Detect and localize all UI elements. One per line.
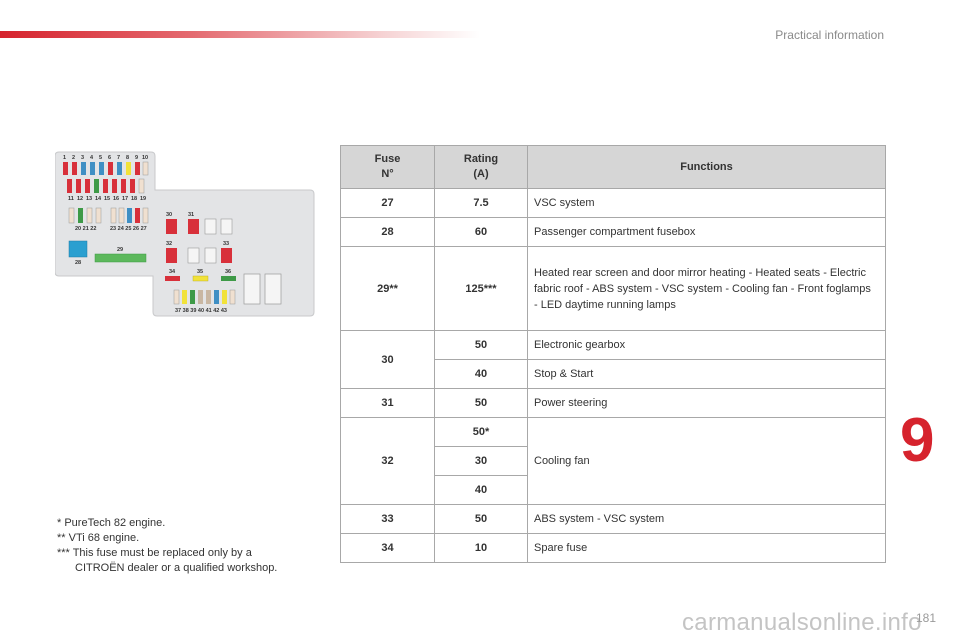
rating-cell: 40 <box>435 476 528 505</box>
footnote-3-continued: CITROËN dealer or a qualified workshop. <box>75 562 278 574</box>
rating-cell: 10 <box>435 534 528 563</box>
function-cell: ABS system - VSC system <box>528 505 886 534</box>
fuse-number-label: 2 <box>72 155 76 161</box>
rating-cell: 50 <box>435 389 528 418</box>
header-rating: Rating (A) <box>435 146 528 189</box>
footnote-3: *** This fuse must be replaced only by a <box>57 547 252 559</box>
fuse-number-label: 14 <box>95 196 102 202</box>
fuse-number-label: 19 <box>140 196 147 202</box>
table-row <box>341 534 886 563</box>
table-row <box>341 218 886 247</box>
fuse-number-label: 13 <box>86 196 93 202</box>
rating-cell: 40 <box>435 360 528 389</box>
fuse-29 <box>95 254 146 262</box>
fuse-number-label: 1 <box>63 155 67 161</box>
footnote-2: ** VTi 68 engine. <box>57 532 140 544</box>
function-cell: Passenger compartment fusebox <box>528 218 886 247</box>
footnote-1: * PureTech 82 engine. <box>57 517 166 529</box>
fuse-number-cell: 30 <box>341 331 435 389</box>
fuse-28 <box>69 241 87 257</box>
footnotes <box>57 516 277 576</box>
fuse-31-label: 31 <box>188 212 195 218</box>
rating-cell: 7.5 <box>435 189 528 218</box>
rating-cell: 30 <box>435 447 528 476</box>
table-row <box>341 189 886 218</box>
section-title: Practical information <box>775 28 884 42</box>
table-row <box>341 389 886 418</box>
second-row-labels <box>68 196 146 202</box>
rating-cell: 60 <box>435 218 528 247</box>
page-number: 181 <box>916 611 937 625</box>
fuse-28-label: 28 <box>75 260 82 266</box>
fuse-number-cell: 29** <box>341 247 435 331</box>
fuse-number-label: 17 <box>122 196 129 202</box>
fuse-number-label: 37 38 39 40 41 42 43 <box>175 308 227 314</box>
rating-cell: 125*** <box>435 247 528 331</box>
fuse-number-label: 16 <box>113 196 120 202</box>
fuse-34-label: 34 <box>169 269 176 275</box>
fuse-35-label: 35 <box>197 269 204 275</box>
fuse-number-label: 12 <box>77 196 84 202</box>
fuse-31 <box>188 219 199 234</box>
table-row <box>341 247 886 331</box>
fuse-32 <box>166 248 177 263</box>
fuse-36-label: 36 <box>225 269 232 275</box>
function-cell: Power steering <box>528 389 886 418</box>
fuse-number-cell: 33 <box>341 505 435 534</box>
rating-cell: 50 <box>435 505 528 534</box>
fuse-33 <box>221 248 232 263</box>
fuse-32-label: 32 <box>166 241 173 247</box>
fuse-number-cell: 31 <box>341 389 435 418</box>
fuse-number-label: 7 <box>117 155 121 161</box>
header-fuse-number: Fuse N° <box>341 146 435 189</box>
fuse-33-label: 33 <box>223 241 230 247</box>
function-cell: Stop & Start <box>528 360 886 389</box>
function-cell: VSC system <box>528 189 886 218</box>
fuse-number-label: 15 <box>104 196 111 202</box>
table-row <box>341 505 886 534</box>
fuse-number-label: 11 <box>68 196 74 202</box>
function-cell: Electronic gearbox <box>528 331 886 360</box>
fuse-30-label: 30 <box>166 212 173 218</box>
fuse-number-label: 9 <box>135 155 139 161</box>
header-accent-bar <box>0 31 480 38</box>
fuse-number-label: 4 <box>90 155 94 161</box>
chapter-number: 9 <box>900 406 935 475</box>
function-cell: Heated rear screen and door mirror heating - Heated seats - Electric fabric roof - ABS system - VSC system - Cooling fan - Front foglamps - LED daytime running lamps <box>528 247 886 331</box>
table-row <box>341 418 886 447</box>
fuse-number-label: 10 <box>142 155 149 161</box>
rating-cell: 50* <box>435 418 528 447</box>
fuse-number-label: 8 <box>126 155 130 161</box>
fuse-number-cell: 28 <box>341 218 435 247</box>
watermark: carmanualsonline.info <box>682 609 922 636</box>
function-cell: Spare fuse <box>528 534 886 563</box>
fuse-number-label: 23 24 25 26 27 <box>110 226 147 232</box>
fuse-30 <box>166 219 177 234</box>
fuse-table <box>340 145 886 563</box>
fuse-36 <box>221 276 236 281</box>
fuse-number-cell: 34 <box>341 534 435 563</box>
fuse-number-cell: 27 <box>341 189 435 218</box>
function-cell: Cooling fan <box>528 418 886 505</box>
second-row-fuses <box>67 179 144 193</box>
fusebox-diagram <box>55 150 317 320</box>
fuse-number-label: 3 <box>81 155 85 161</box>
fuse-number-cell: 32 <box>341 418 435 505</box>
fuse-34 <box>165 276 180 281</box>
fuse-29-label: 29 <box>117 247 124 253</box>
fuse-number-label: 5 <box>99 155 103 161</box>
fuse-number-label: 18 <box>131 196 138 202</box>
rating-cell: 50 <box>435 331 528 360</box>
fuse-number-label: 20 21 22 <box>75 226 97 232</box>
fuse-35 <box>193 276 208 281</box>
fuse-number-label: 6 <box>108 155 112 161</box>
table-row <box>341 331 886 360</box>
header-functions: Functions <box>528 146 886 189</box>
